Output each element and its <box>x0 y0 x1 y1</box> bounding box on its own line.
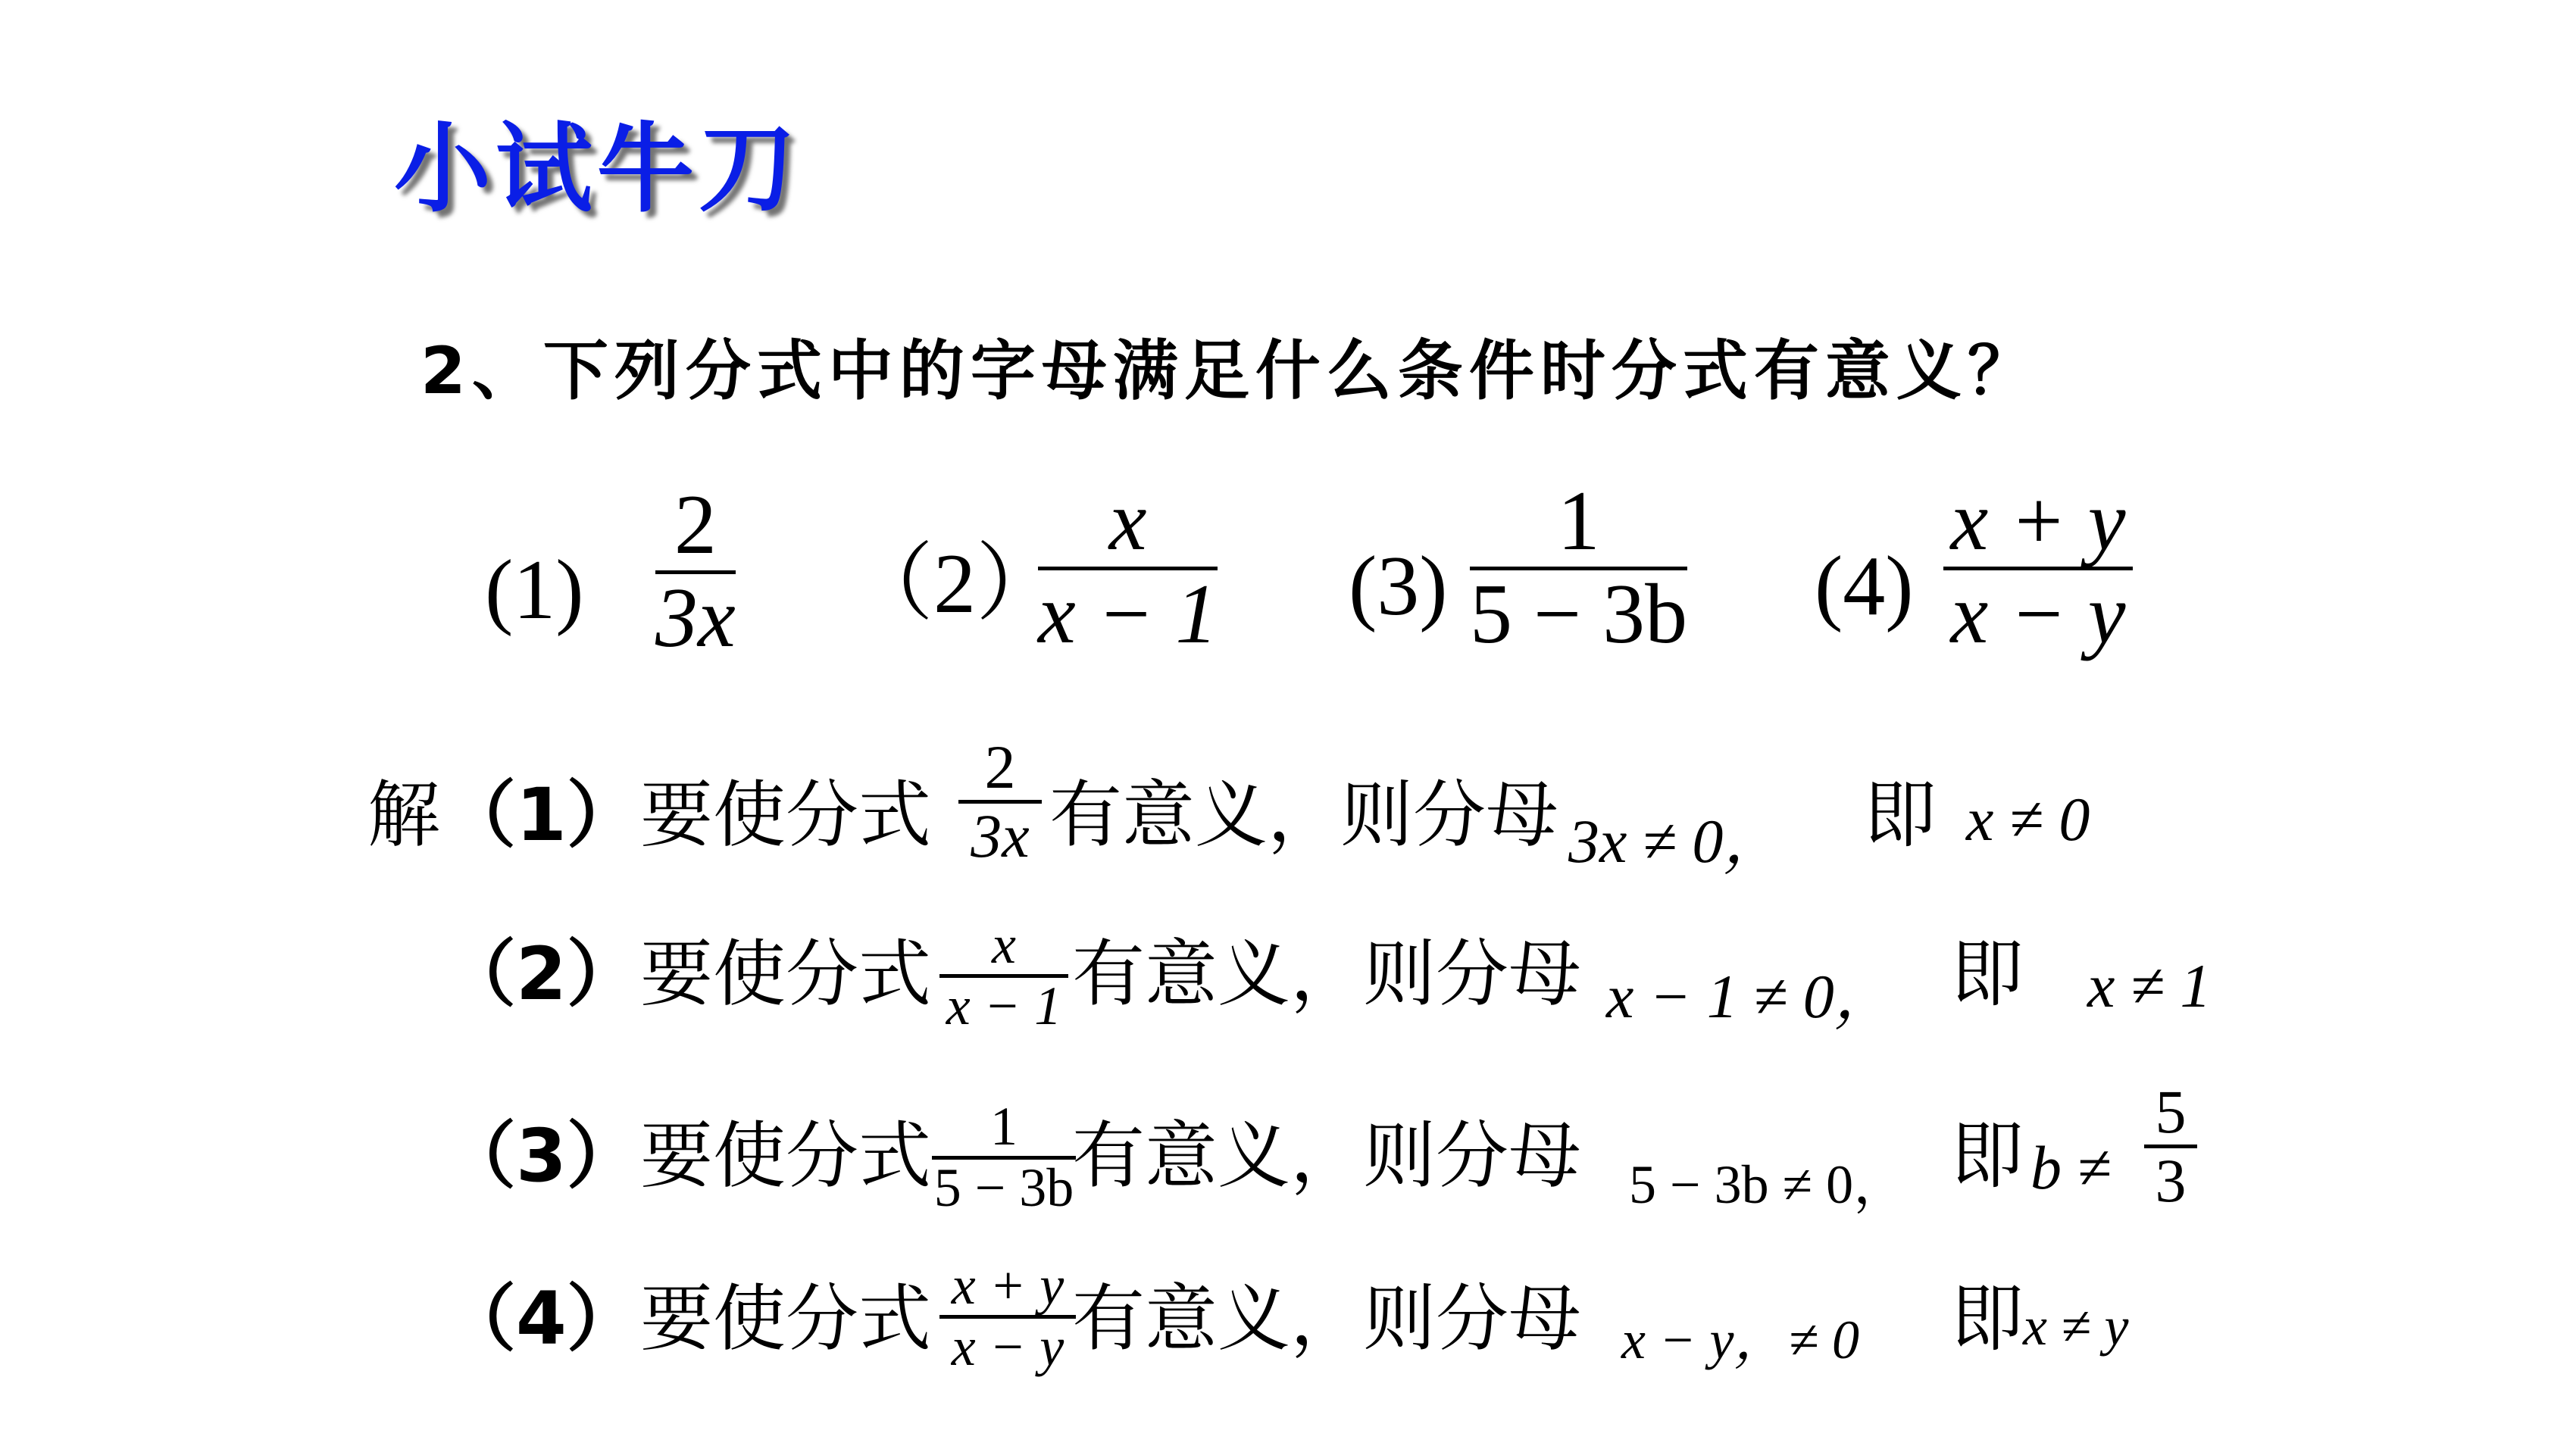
solution-condition-1: 3x ≠ 0， <box>1568 807 1786 876</box>
numerator: x <box>992 914 1016 975</box>
denominator: x − y <box>1950 567 2126 661</box>
problem-label: (4) <box>1815 539 1914 633</box>
solution-middle-2: 有意义，则分母 <box>1072 932 1581 1016</box>
numerator: 5 <box>2155 1077 2187 1146</box>
solution-fraction-1 <box>958 732 1042 871</box>
solution-ji-1: 即 <box>1864 773 1937 857</box>
solution-label-1: （1） <box>443 773 639 857</box>
fraction <box>655 478 736 665</box>
solution-condition-4: x − y，≠ 0 <box>1621 1310 1860 1370</box>
solution-middle-1: 有意义，则分母 <box>1049 773 1558 857</box>
denominator: x − 1 <box>1038 567 1218 661</box>
solution-result-fraction-3 <box>2144 1077 2197 1216</box>
solution-ji-4: 即 <box>1951 1276 2024 1361</box>
denominator: 3 <box>2155 1146 2187 1216</box>
solution-ji-2: 即 <box>1951 932 2024 1016</box>
solution-ji-3: 即 <box>1951 1113 2024 1198</box>
numerator: 2 <box>674 478 717 572</box>
fraction <box>1943 474 2133 661</box>
problem-label: (3) <box>1349 539 1448 633</box>
denominator: 3x <box>971 801 1030 871</box>
solution-prefix-1: 要使分式 <box>640 773 931 857</box>
numerator: 1 <box>1557 474 1600 568</box>
solution-label-2: （2） <box>443 932 639 1016</box>
fraction <box>1038 474 1218 661</box>
solution-label-4: （4） <box>443 1276 639 1361</box>
solution-prefix-3: 要使分式 <box>640 1113 931 1198</box>
numerator: x + y <box>1950 474 2126 568</box>
slide-title: 小试牛刀 <box>394 113 801 226</box>
numerator: 2 <box>984 732 1016 801</box>
solution-prefix-4: 要使分式 <box>640 1276 931 1361</box>
solution-result-2: x ≠ 1 <box>2087 951 2212 1020</box>
solution-middle-3: 有意义，则分母 <box>1072 1113 1581 1198</box>
solution-middle-4: 有意义，则分母 <box>1072 1276 1581 1361</box>
numerator: x <box>1108 474 1147 568</box>
problem-label: （2） <box>849 537 1061 631</box>
question-text: 2、下列分式中的字母满足什么条件时分式有意义？ <box>420 333 2039 409</box>
denominator: 5 − 3b <box>933 1157 1074 1218</box>
problem-label: (1) <box>485 543 584 637</box>
denominator: x − y <box>951 1316 1064 1377</box>
solution-label-3: （3） <box>443 1113 639 1198</box>
solution-condition-3: 5 − 3b ≠ 0， <box>1629 1154 1909 1215</box>
solution-condition-2: x − 1 ≠ 0， <box>1606 962 1896 1031</box>
solution-fraction-3 <box>932 1098 1076 1216</box>
denominator: 5 − 3b <box>1470 567 1688 661</box>
solution-result-4: x ≠ y <box>2023 1296 2129 1357</box>
solution-prefix-2: 要使分式 <box>640 932 931 1016</box>
solution-lead: 解 <box>367 773 440 857</box>
solution-fraction-2 <box>939 914 1068 1036</box>
denominator: x − 1 <box>946 975 1062 1036</box>
solution-result-3: b ≠ <box>2030 1133 2112 1202</box>
numerator: 1 <box>990 1096 1018 1157</box>
fraction <box>1470 474 1688 661</box>
solution-fraction-4 <box>939 1257 1076 1376</box>
solution-result-1: x ≠ 0 <box>1966 785 2090 854</box>
denominator: 3x <box>655 570 736 665</box>
numerator: x + y <box>951 1255 1064 1316</box>
